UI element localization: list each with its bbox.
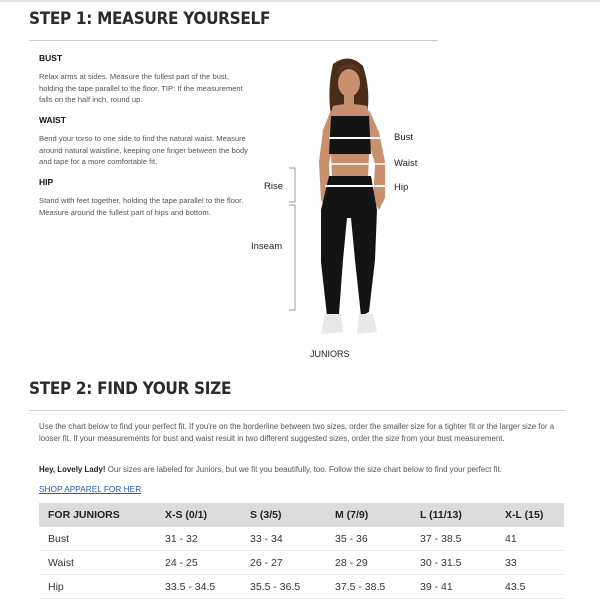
size-chart-table	[39, 503, 564, 599]
hip-instructions: Stand with feet together, holding the tape parallel to the floor. Measure around the fullest part of hips and bottom.	[39, 196, 244, 217]
hip-heading: HIP	[39, 177, 54, 187]
step1-divider	[29, 40, 438, 41]
greeting-bold: Hey, Lovely Lady!	[39, 465, 106, 474]
inseam-bracket	[289, 205, 295, 310]
rise-label: Rise	[264, 181, 284, 192]
step2-title: STEP 2: FIND YOUR SIZE	[29, 379, 232, 399]
table-cell: 33 - 34	[241, 527, 326, 551]
table-cell: 35.5 - 36.5	[241, 575, 326, 599]
table-header: FOR JUNIORS	[39, 503, 156, 527]
bust-heading: BUST	[39, 53, 63, 63]
top-divider	[0, 0, 600, 2]
table-cell: 24 - 25	[156, 551, 241, 575]
table-cell: 28 - 29	[326, 551, 411, 575]
waist-instructions: Bend your torso to one side to find the natural waist. Measure around natural waistline, keeping one finger between the body and tape for a more comfortable fit.	[39, 134, 248, 167]
table-cell: Hip	[39, 575, 156, 599]
shop-apparel-link[interactable]: SHOP APPAREL FOR HER	[39, 484, 142, 494]
table-cell: 39 - 41	[411, 575, 496, 599]
table-header: S (3/5)	[241, 503, 326, 527]
table-cell: 41	[496, 527, 564, 551]
rise-bracket	[289, 168, 295, 202]
step2-divider	[29, 410, 565, 411]
table-cell: 35 - 36	[326, 527, 411, 551]
right-shoe	[357, 314, 377, 334]
table-cell: 37 - 38.5	[411, 527, 496, 551]
leggings	[321, 176, 377, 316]
figure-caption: JUNIORS	[310, 349, 350, 359]
greeting-text: Our sizes are labeled for Juniors, but we fit you beautifully, too. Follow the size chart below to find your perfect fit.	[105, 465, 502, 474]
hip-label: Hip	[394, 182, 409, 193]
left-shoe	[321, 314, 343, 334]
table-cell: 26 - 27	[241, 551, 326, 575]
table-cell: 33.5 - 34.5	[156, 575, 241, 599]
inseam-label: Inseam	[251, 241, 283, 252]
table-cell: 33	[496, 551, 564, 575]
table-row	[39, 527, 564, 551]
size-intro: Use the chart below to find your perfect fit. If you're on the borderline between two sizes, order the smaller size for a tighter fit or the larger size for a looser fit. If your measurements for bust and waist result in two different suggested sizes, order the size from your bust measurement.	[39, 422, 555, 443]
table-header: X-S (0/1)	[156, 503, 241, 527]
sports-bra	[329, 116, 371, 154]
table-row	[39, 551, 564, 575]
head	[338, 69, 360, 97]
waist-heading: WAIST	[39, 115, 66, 125]
table-cell: 37.5 - 38.5	[326, 575, 411, 599]
model-illustration	[245, 50, 435, 355]
greeting	[39, 464, 564, 476]
measurement-figure	[245, 50, 435, 359]
table-row	[39, 575, 564, 599]
table-header: X-L (15)	[496, 503, 564, 527]
step1-title: STEP 1: MEASURE YOURSELF	[29, 9, 271, 29]
table-cell: Bust	[39, 527, 156, 551]
table-header-row	[39, 503, 564, 527]
bust-label: Bust	[394, 132, 414, 143]
waist-label: Waist	[394, 158, 418, 169]
midriff	[331, 154, 369, 178]
table-cell: 43.5	[496, 575, 564, 599]
table-cell: Waist	[39, 551, 156, 575]
table-header: L (11/13)	[411, 503, 496, 527]
table-header: M (7/9)	[326, 503, 411, 527]
table-cell: 30 - 31.5	[411, 551, 496, 575]
bust-instructions: Relax arms at sides. Measure the fullest part of the bust, holding the tape parallel to the floor. TIP: If the measurement falls on the half inch, round up.	[39, 72, 243, 105]
table-cell: 31 - 32	[156, 527, 241, 551]
